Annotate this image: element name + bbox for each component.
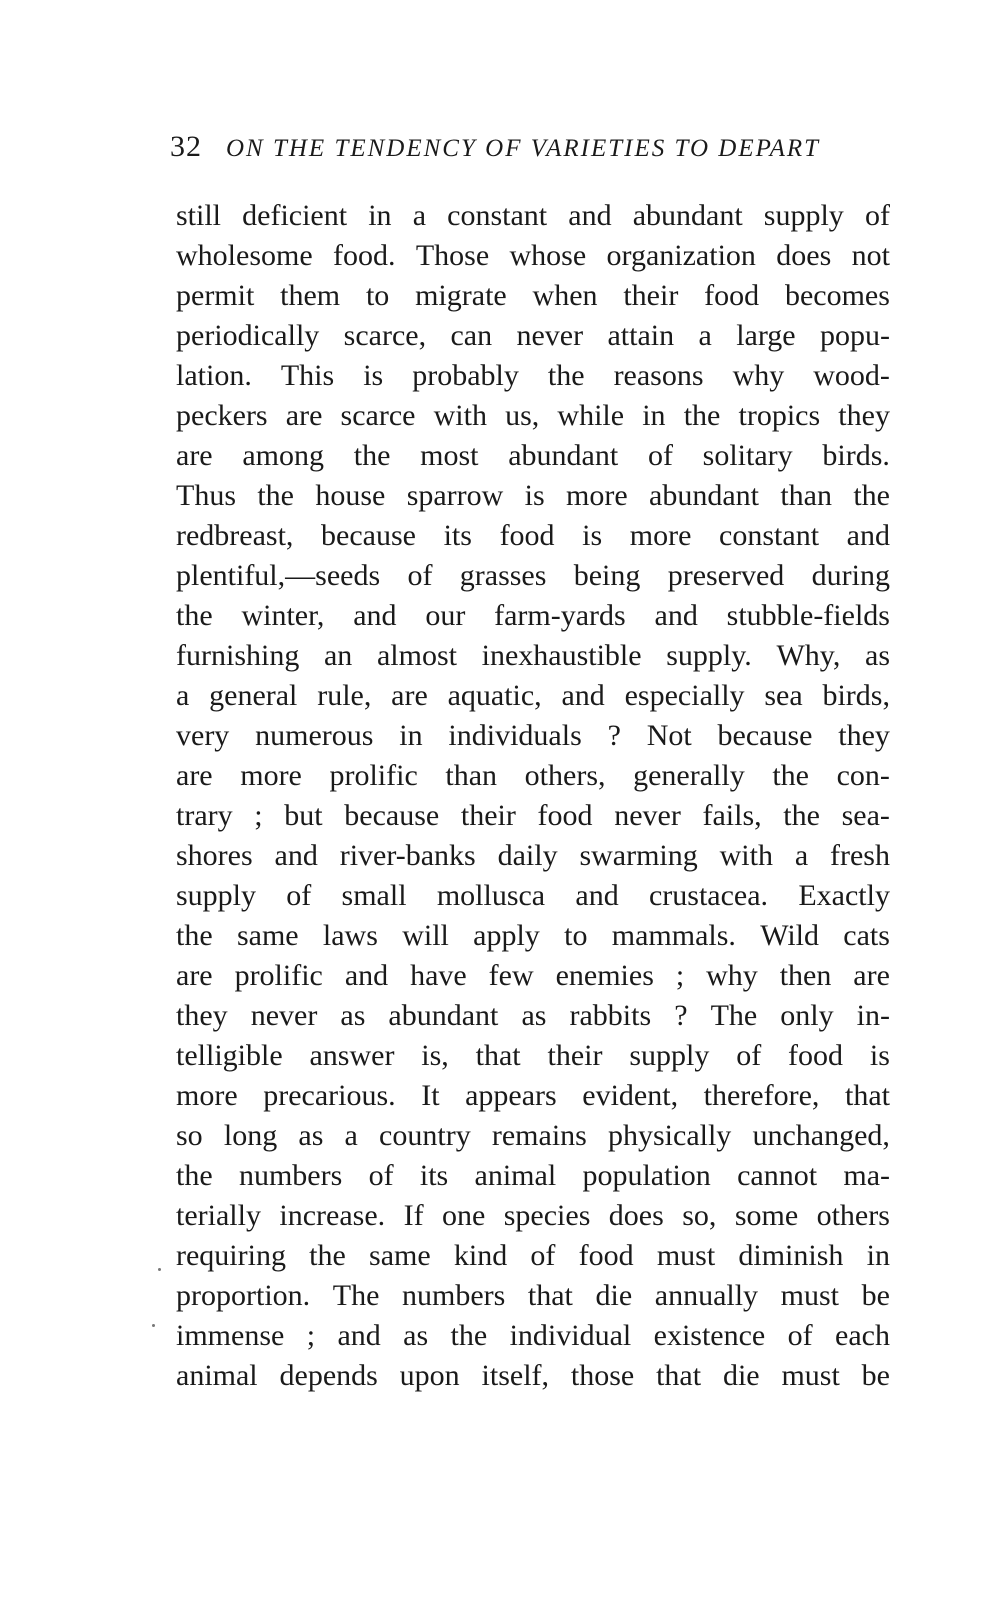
word: of: [787, 1319, 813, 1352]
word: almost: [376, 639, 457, 672]
word: sea-: [841, 799, 890, 832]
word: deficient: [242, 199, 348, 232]
word: of: [530, 1239, 556, 1272]
word: never: [516, 319, 584, 352]
word: each: [835, 1319, 890, 1352]
text-line: [176, 1036, 890, 1076]
word: especially: [624, 679, 745, 712]
word: Wild: [760, 919, 819, 952]
word: answer: [309, 1039, 395, 1072]
word: The: [332, 1279, 380, 1312]
word: Exactly: [798, 879, 890, 912]
text-line: [176, 516, 890, 556]
word: abundant: [649, 479, 759, 512]
word: those: [570, 1359, 635, 1392]
word: aquatic,: [447, 679, 542, 712]
word: not: [851, 239, 890, 272]
word: same: [236, 919, 299, 952]
word: birds.: [822, 439, 890, 472]
word: the: [772, 759, 809, 792]
word: Thus: [176, 479, 236, 512]
word: supply: [763, 199, 844, 232]
word: of: [736, 1039, 762, 1072]
word: why: [732, 359, 785, 392]
word: while: [557, 399, 625, 432]
word: in-: [856, 999, 890, 1032]
word: kind: [453, 1239, 508, 1272]
word: its: [443, 519, 472, 552]
word: is,: [421, 1039, 449, 1072]
word: ?: [607, 719, 621, 752]
word: animal: [176, 1359, 258, 1392]
word: is: [363, 359, 384, 392]
word: is: [582, 519, 603, 552]
word: can: [450, 319, 493, 352]
word: so: [176, 1119, 203, 1152]
word: than: [780, 479, 832, 512]
text-line: [176, 356, 890, 396]
word: swarming: [579, 839, 698, 872]
word: inexhaustible: [481, 639, 642, 672]
word: is: [524, 479, 545, 512]
word: be: [861, 1359, 890, 1392]
word: sea: [764, 679, 803, 712]
word: individuals: [448, 719, 582, 752]
text-line: [176, 756, 890, 796]
word: redbreast,: [176, 519, 294, 552]
word: supply: [176, 879, 257, 912]
text-line: [176, 836, 890, 876]
word: stubble-fields: [726, 599, 890, 632]
word: cats: [843, 919, 890, 952]
word: constant: [447, 199, 548, 232]
word: that: [527, 1279, 573, 1312]
word: the: [853, 479, 890, 512]
word: proportion.: [176, 1279, 311, 1312]
word: general: [209, 679, 298, 712]
word: to: [564, 919, 588, 952]
word: their: [547, 1039, 603, 1072]
body-text: [176, 196, 890, 1396]
word: scarce,: [343, 319, 427, 352]
word: because: [717, 719, 813, 752]
word: the: [683, 399, 721, 432]
word: be: [861, 1279, 890, 1312]
word: mollusca: [436, 879, 546, 912]
word: generally: [633, 759, 745, 792]
word: to: [365, 279, 390, 312]
word: tropics: [738, 399, 821, 432]
word: existence: [653, 1319, 766, 1352]
word: because: [344, 799, 440, 832]
word: of: [286, 879, 312, 912]
word: trary: [176, 799, 233, 832]
text-line: [176, 916, 890, 956]
word: prolific: [329, 759, 418, 792]
text-line: [176, 1076, 890, 1116]
word: the: [450, 1319, 488, 1352]
word: their: [623, 279, 679, 312]
word: abundant: [632, 199, 743, 232]
word: the: [176, 1159, 213, 1192]
word: being: [573, 559, 641, 592]
word: the: [257, 479, 294, 512]
word: long: [223, 1119, 278, 1152]
word: the: [547, 359, 585, 392]
word: Those: [415, 239, 490, 272]
text-line: [176, 796, 890, 836]
print-speck: [158, 1268, 161, 1271]
word: abundant: [388, 999, 499, 1032]
word: If: [403, 1199, 424, 1232]
word: therefore,: [703, 1079, 820, 1112]
word: among: [242, 439, 325, 472]
word: than: [445, 759, 498, 792]
word: immense: [176, 1319, 285, 1352]
word: cannot: [737, 1159, 818, 1192]
word: a: [176, 679, 190, 712]
word: very: [176, 719, 230, 752]
word: numbers: [238, 1159, 343, 1192]
word: supply.: [666, 639, 752, 672]
word: winter,: [241, 599, 325, 632]
word: a: [412, 199, 427, 232]
word: of: [368, 1159, 394, 1192]
word: supply: [629, 1039, 710, 1072]
word: upon: [399, 1359, 460, 1392]
word: as: [340, 999, 366, 1032]
text-line: [176, 436, 890, 476]
page-number: 32: [170, 130, 202, 163]
word: the: [309, 1239, 346, 1272]
text-line: [176, 996, 890, 1036]
word: and: [344, 959, 389, 992]
word: and: [561, 679, 605, 712]
word: preserved: [667, 559, 785, 592]
word: then: [779, 959, 832, 992]
word: requiring: [176, 1239, 286, 1272]
word: enemies: [555, 959, 654, 992]
word: and: [568, 199, 612, 232]
word: others,: [524, 759, 606, 792]
word: is: [869, 1039, 890, 1072]
word: more: [240, 759, 302, 792]
word: are: [176, 759, 213, 792]
word: food: [704, 279, 760, 312]
word: and: [846, 519, 890, 552]
word: that: [844, 1079, 890, 1112]
word: annually: [654, 1279, 759, 1312]
word: country: [379, 1119, 471, 1152]
word: still: [176, 199, 222, 232]
word: our: [425, 599, 466, 632]
word: us,: [505, 399, 540, 432]
word: rabbits: [569, 999, 652, 1032]
print-speck: [152, 1324, 155, 1327]
word: solitary: [702, 439, 793, 472]
text-line: [176, 196, 890, 236]
word: mammals.: [611, 919, 736, 952]
word: one: [441, 1199, 486, 1232]
text-line: [176, 316, 890, 356]
text-line: [176, 596, 890, 636]
text-line: [176, 1236, 890, 1276]
word: as: [865, 639, 890, 672]
word: apply: [473, 919, 540, 952]
word: and: [337, 1319, 381, 1352]
word: house: [315, 479, 386, 512]
word: increase.: [279, 1199, 386, 1232]
word: numerous: [255, 719, 374, 752]
word: must: [656, 1239, 716, 1272]
word: food.: [332, 239, 396, 272]
word: in: [642, 399, 666, 432]
word: becomes: [784, 279, 890, 312]
word: probably: [412, 359, 519, 392]
word: attain: [607, 319, 675, 352]
word: and: [353, 599, 397, 632]
word: why: [706, 959, 758, 992]
word: constant: [719, 519, 820, 552]
word: physically: [608, 1119, 732, 1152]
text-line: [176, 676, 890, 716]
word: have: [410, 959, 467, 992]
text-line: [176, 236, 890, 276]
word: ;: [675, 959, 685, 992]
word: ma-: [843, 1159, 890, 1192]
word: the: [353, 439, 391, 472]
text-line: [176, 1276, 890, 1316]
word: diminish: [738, 1239, 844, 1272]
word: only: [780, 999, 834, 1032]
word: telligible: [176, 1039, 283, 1072]
word: abundant: [508, 439, 619, 472]
word: are: [853, 959, 890, 992]
word: small: [341, 879, 407, 912]
word: will: [402, 919, 449, 952]
word: sparrow: [406, 479, 504, 512]
word: the: [783, 799, 820, 832]
word: never: [250, 999, 318, 1032]
word: food: [537, 799, 593, 832]
word: reasons: [613, 359, 704, 392]
word: that: [475, 1039, 521, 1072]
word: they: [838, 719, 890, 752]
word: ;: [254, 799, 263, 832]
word: laws: [322, 919, 378, 952]
word: and: [654, 599, 698, 632]
text-line: [176, 956, 890, 996]
word: food: [788, 1039, 844, 1072]
word: permit: [176, 279, 255, 312]
word: farm-yards: [494, 599, 626, 632]
text-line: [176, 1356, 890, 1396]
word: more: [629, 519, 692, 552]
word: that: [656, 1359, 702, 1392]
word: crustacea.: [648, 879, 769, 912]
word: remains: [491, 1119, 587, 1152]
word: terially: [176, 1199, 261, 1232]
word: in: [866, 1239, 890, 1272]
word: they: [176, 999, 228, 1032]
word: organization: [606, 239, 756, 272]
word: daily: [497, 839, 558, 872]
text-line: [176, 1116, 890, 1156]
word: as: [403, 1319, 429, 1352]
word: does: [608, 1199, 664, 1232]
word: Why,: [776, 639, 841, 672]
word: population: [582, 1159, 711, 1192]
word: die: [722, 1359, 760, 1392]
word: animal: [474, 1159, 557, 1192]
word: of: [407, 559, 433, 592]
word: prolific: [234, 959, 323, 992]
word: large: [736, 319, 796, 352]
word: food: [578, 1239, 634, 1272]
word: because: [321, 519, 416, 552]
word: are: [176, 959, 213, 992]
word: in: [368, 199, 392, 232]
word: few: [488, 959, 534, 992]
word: migrate: [415, 279, 507, 312]
word: are: [176, 439, 213, 472]
word: river-banks: [339, 839, 476, 872]
word: appears: [465, 1079, 557, 1112]
text-line: [176, 716, 890, 756]
word: most: [420, 439, 479, 472]
word: its: [419, 1159, 449, 1192]
word: unchanged,: [752, 1119, 890, 1152]
word: so,: [682, 1199, 717, 1232]
word: during: [811, 559, 890, 592]
word: Not: [646, 719, 692, 752]
word: con-: [836, 759, 890, 792]
word: whose: [509, 239, 587, 272]
word: depends: [279, 1359, 378, 1392]
word: fresh: [830, 839, 890, 872]
word: ;: [306, 1319, 316, 1352]
word: are: [285, 399, 323, 432]
word: when: [532, 279, 598, 312]
word: scarce: [340, 399, 416, 432]
word: ?: [674, 999, 688, 1032]
running-title: ON THE TENDENCY OF VARIETIES TO DEPART: [226, 135, 821, 162]
word: periodically: [176, 319, 320, 352]
word: but: [284, 799, 323, 832]
text-line: [176, 556, 890, 596]
word: rule,: [317, 679, 372, 712]
word: must: [781, 1359, 840, 1392]
word: must: [780, 1279, 840, 1312]
running-head: [170, 130, 860, 174]
text-line: [176, 876, 890, 916]
word: a: [794, 839, 809, 872]
text-line: [176, 396, 890, 436]
word: never: [614, 799, 681, 832]
text-line: [176, 1316, 890, 1356]
text-line: [176, 1196, 890, 1236]
word: lation.: [176, 359, 252, 392]
word: evident,: [582, 1079, 679, 1112]
word: a: [698, 319, 712, 352]
word: of: [647, 439, 673, 472]
word: more: [176, 1079, 238, 1112]
word: furnishing: [176, 639, 300, 672]
word: they: [838, 399, 890, 432]
text-line: [176, 636, 890, 676]
word: with: [719, 839, 773, 872]
word: die: [595, 1279, 633, 1312]
word: peckers: [176, 399, 268, 432]
text-line: [176, 476, 890, 516]
word: does: [776, 239, 832, 272]
word: of: [864, 199, 890, 232]
word: numbers: [401, 1279, 506, 1312]
word: wood-: [813, 359, 890, 392]
word: wholesome: [176, 239, 313, 272]
word: the: [176, 919, 213, 952]
word: The: [710, 999, 758, 1032]
word: This: [280, 359, 335, 392]
word: fails,: [702, 799, 762, 832]
word: grasses: [459, 559, 547, 592]
word: It: [421, 1079, 440, 1112]
word: species: [503, 1199, 591, 1232]
word: popu-: [820, 319, 890, 352]
word: in: [399, 719, 423, 752]
word: individual: [509, 1319, 632, 1352]
word: precarious.: [263, 1079, 396, 1112]
word: the: [176, 599, 213, 632]
word: an: [323, 639, 353, 672]
word: and: [575, 879, 619, 912]
word: are: [391, 679, 428, 712]
text-line: [176, 276, 890, 316]
word: some: [734, 1199, 799, 1232]
word: itself,: [481, 1359, 550, 1392]
word: shores: [176, 839, 253, 872]
word: food: [499, 519, 555, 552]
word: as: [298, 1119, 324, 1152]
word: them: [280, 279, 341, 312]
word: birds,: [822, 679, 890, 712]
word: same: [369, 1239, 431, 1272]
text-line: [176, 1156, 890, 1196]
word: plentiful,—seeds: [176, 559, 381, 592]
word: more: [566, 479, 628, 512]
word: their: [460, 799, 516, 832]
word: as: [521, 999, 547, 1032]
word: a: [344, 1119, 358, 1152]
word: with: [433, 399, 487, 432]
word: and: [274, 839, 318, 872]
word: others: [816, 1199, 890, 1232]
